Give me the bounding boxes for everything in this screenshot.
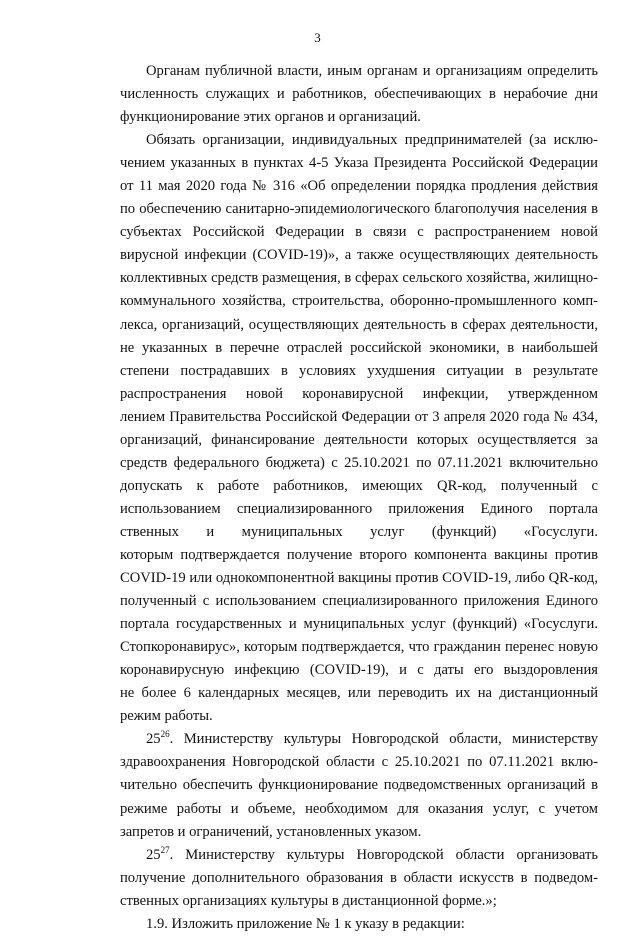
text-line: $25^{26}$. Министерству культуры Новгородской области, министерству bbox=[146, 729, 598, 748]
text-line: COVID-19 или однокомпонентной вакцины против COVID-19, либо QR-код, bbox=[120, 570, 598, 587]
document-body bbox=[120, 60, 598, 936]
text-line: по обеспечению санитарно-эпидемиологического благополучия населения в bbox=[120, 201, 598, 218]
text-line: которым подтверждается получение второго компонента вакцины против bbox=[120, 546, 598, 563]
text-line: численность служащих и работников, обеспечивающих в нерабочие дни bbox=[120, 86, 598, 103]
paragraph-4 bbox=[120, 844, 598, 913]
text-line: допускать к работе работников, имеющих QR-код, полученный с bbox=[120, 477, 598, 494]
text-line: не указанных в перечне отраслей российской экономики, в наибольшей bbox=[120, 339, 598, 356]
text-line: Обязать организации, индивидуальных предпринимателей (за исклю- bbox=[146, 132, 598, 149]
text-line: Органам публичной власти, иным органам и организациям определить bbox=[146, 63, 598, 79]
paragraph-2 bbox=[120, 129, 598, 728]
paragraph-3 bbox=[120, 728, 598, 843]
text-line: субъектах Российской Федерации в связи с распространением новой bbox=[120, 224, 598, 241]
text-line: вирусной инфекции (COVID-19)», а также осуществляющих деятельность bbox=[120, 247, 598, 264]
text-line: от 11 мая 2020 года № 316 «Об определении порядка продления действия bbox=[120, 178, 598, 195]
text-line: не более 6 календарных месяцев, или переводить их на дистанционный bbox=[120, 685, 598, 702]
paragraph-1 bbox=[120, 60, 598, 129]
text-line: $25^{27}$. Министерству культуры Новгородской области организовать bbox=[146, 844, 598, 863]
text-line: портала государственных и муниципальных услуг (функций) «Госуслуги. bbox=[120, 616, 598, 633]
text-line: полученный с использованием специализированного приложения Единого bbox=[120, 593, 598, 610]
paragraph-5 bbox=[120, 913, 598, 936]
text-line: чительно обеспечить функционирование подведомственных организаций в bbox=[120, 777, 598, 794]
text-line: Стопкоронавирус», которым подтверждается, что гражданин перенес новую bbox=[120, 639, 598, 656]
text-line: средств федерального бюджета) с 25.10.2021 по 07.11.2021 включительно bbox=[120, 454, 598, 471]
text-line: коммунального хозяйства, строительства, оборонно-промышленного комп- bbox=[120, 293, 598, 310]
text-line: получение дополнительного образования в области искусств в подведом- bbox=[120, 869, 598, 886]
item-number: $25^{26}$ bbox=[146, 729, 170, 748]
item-number: $25^{27}$ bbox=[146, 844, 170, 863]
text-line: распространения новой коронавирусной инфекции, утвержденном bbox=[120, 385, 598, 402]
text-line: коллективных средств размещения, в сферах сельского хозяйства, жилищно- bbox=[120, 270, 598, 287]
text-line: лекса, организаций, осуществляющих деятельность в сферах деятельности, bbox=[120, 316, 598, 333]
text-line: организаций, финансирование деятельности которых осуществляется за bbox=[120, 431, 598, 448]
text-line: чением указанных в пунктах 4-5 Указа Президента Российской Федерации bbox=[120, 155, 598, 172]
text-line: функционирование этих органов и организаций. bbox=[120, 109, 421, 126]
text-line: запретов и ограничений, установленных указом. bbox=[120, 823, 422, 840]
page-number: 3 bbox=[314, 30, 321, 45]
text-line: коронавирусную инфекцию (COVID-19), и с даты его выздоровления bbox=[120, 662, 598, 679]
text-line: здравоохранения Новгородской области с 25.10.2021 по 07.11.2021 вклю- bbox=[120, 754, 598, 771]
text-line: лением Правительства Российской Федерации от 3 апреля 2020 года № 434, bbox=[120, 408, 598, 425]
text-line: ственных организациях культуры в дистанционной форме.»; bbox=[120, 892, 497, 909]
text-line: ственных и муниципальных услуг (функций) «Госуслуги. bbox=[120, 523, 598, 540]
text-line: использованием специализированного приложения Единого портала bbox=[120, 500, 598, 517]
text-line: 1.9. Изложить приложение № 1 к указу в редакции: bbox=[146, 915, 465, 932]
text-line: режим работы. bbox=[120, 708, 213, 725]
text-line: степени пострадавших в условиях ухудшения ситуации в результате bbox=[120, 362, 598, 379]
text-line: режиме работы и объеме, необходимом для оказания услуг, с учетом bbox=[120, 800, 598, 817]
